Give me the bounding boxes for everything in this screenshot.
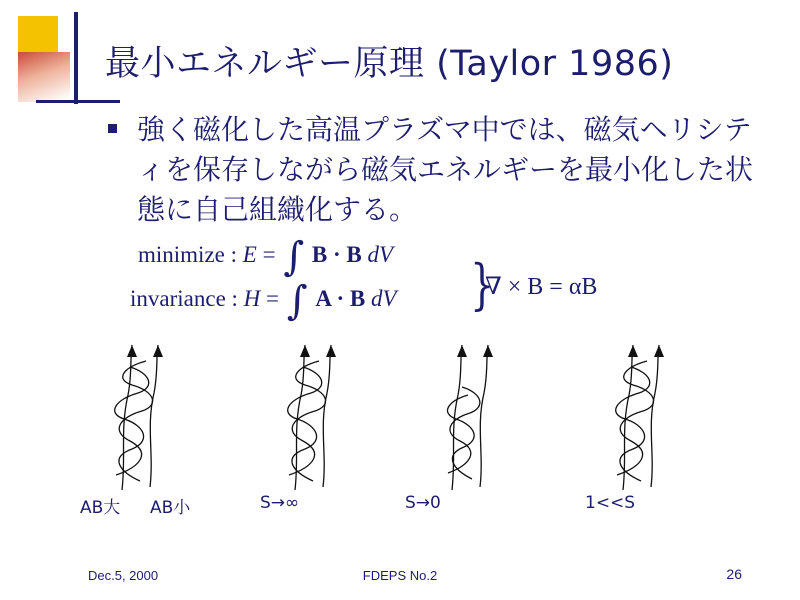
curly-brace-icon: }: [470, 253, 495, 316]
footer-center-text: FDEPS No.2: [362, 568, 438, 583]
figure-label: AB小: [150, 498, 191, 518]
footer-date: Dec.5, 2000: [88, 568, 159, 583]
integral-sign-icon: ∫: [286, 278, 308, 324]
horizontal-rule: [36, 100, 120, 103]
equation-minimize-lhs: E: [242, 242, 257, 267]
equation-invariance-measure: dV: [370, 286, 397, 311]
equation-minimize-integrand: B · B: [311, 242, 362, 267]
figure-label: AB大: [80, 498, 121, 518]
equation-invariance: [130, 278, 397, 324]
flux-tube-s-zero: [405, 335, 530, 513]
yellow-square-icon: [18, 16, 58, 56]
square-bullet-icon: [108, 124, 117, 133]
bullet-item: [108, 110, 778, 229]
equation-invariance-equals: =: [266, 286, 280, 311]
bullet-item-label: 強く磁化した高温プラズマ中では、磁気ヘリシティを保存しながら磁気エネルギーを最小化した状態に自己組織化する。: [137, 113, 754, 226]
figure-group: [40, 335, 770, 525]
equation-invariance-label: invariance :: [130, 286, 238, 311]
equation-minimize: [138, 234, 394, 280]
equation-minimize-label: minimize :: [138, 242, 238, 267]
flux-tube-one-much-less-s: [585, 335, 705, 513]
flux-tube-s-infinity: [255, 335, 375, 513]
vertical-rule: [74, 12, 78, 104]
equation-block: [130, 234, 770, 340]
equation-invariance-integrand: A · B: [315, 286, 366, 311]
figure-label: S→∞: [260, 493, 300, 513]
integral-sign-icon: ∫: [283, 234, 305, 280]
equation-invariance-lhs: H: [243, 286, 261, 311]
footer-page-number: 26: [726, 566, 742, 582]
figure-label: S→0: [405, 493, 441, 513]
figure-label: 1<<S: [585, 493, 636, 513]
page-title: 最小エネルギー原理 (Taylor 1986): [105, 44, 674, 84]
red-gradient-square-icon: [18, 52, 70, 102]
equation-result: ∇ × B = αB: [485, 274, 598, 300]
equation-minimize-measure: dV: [367, 242, 394, 267]
corner-decoration: [18, 12, 110, 104]
equation-minimize-equals: =: [262, 242, 276, 267]
